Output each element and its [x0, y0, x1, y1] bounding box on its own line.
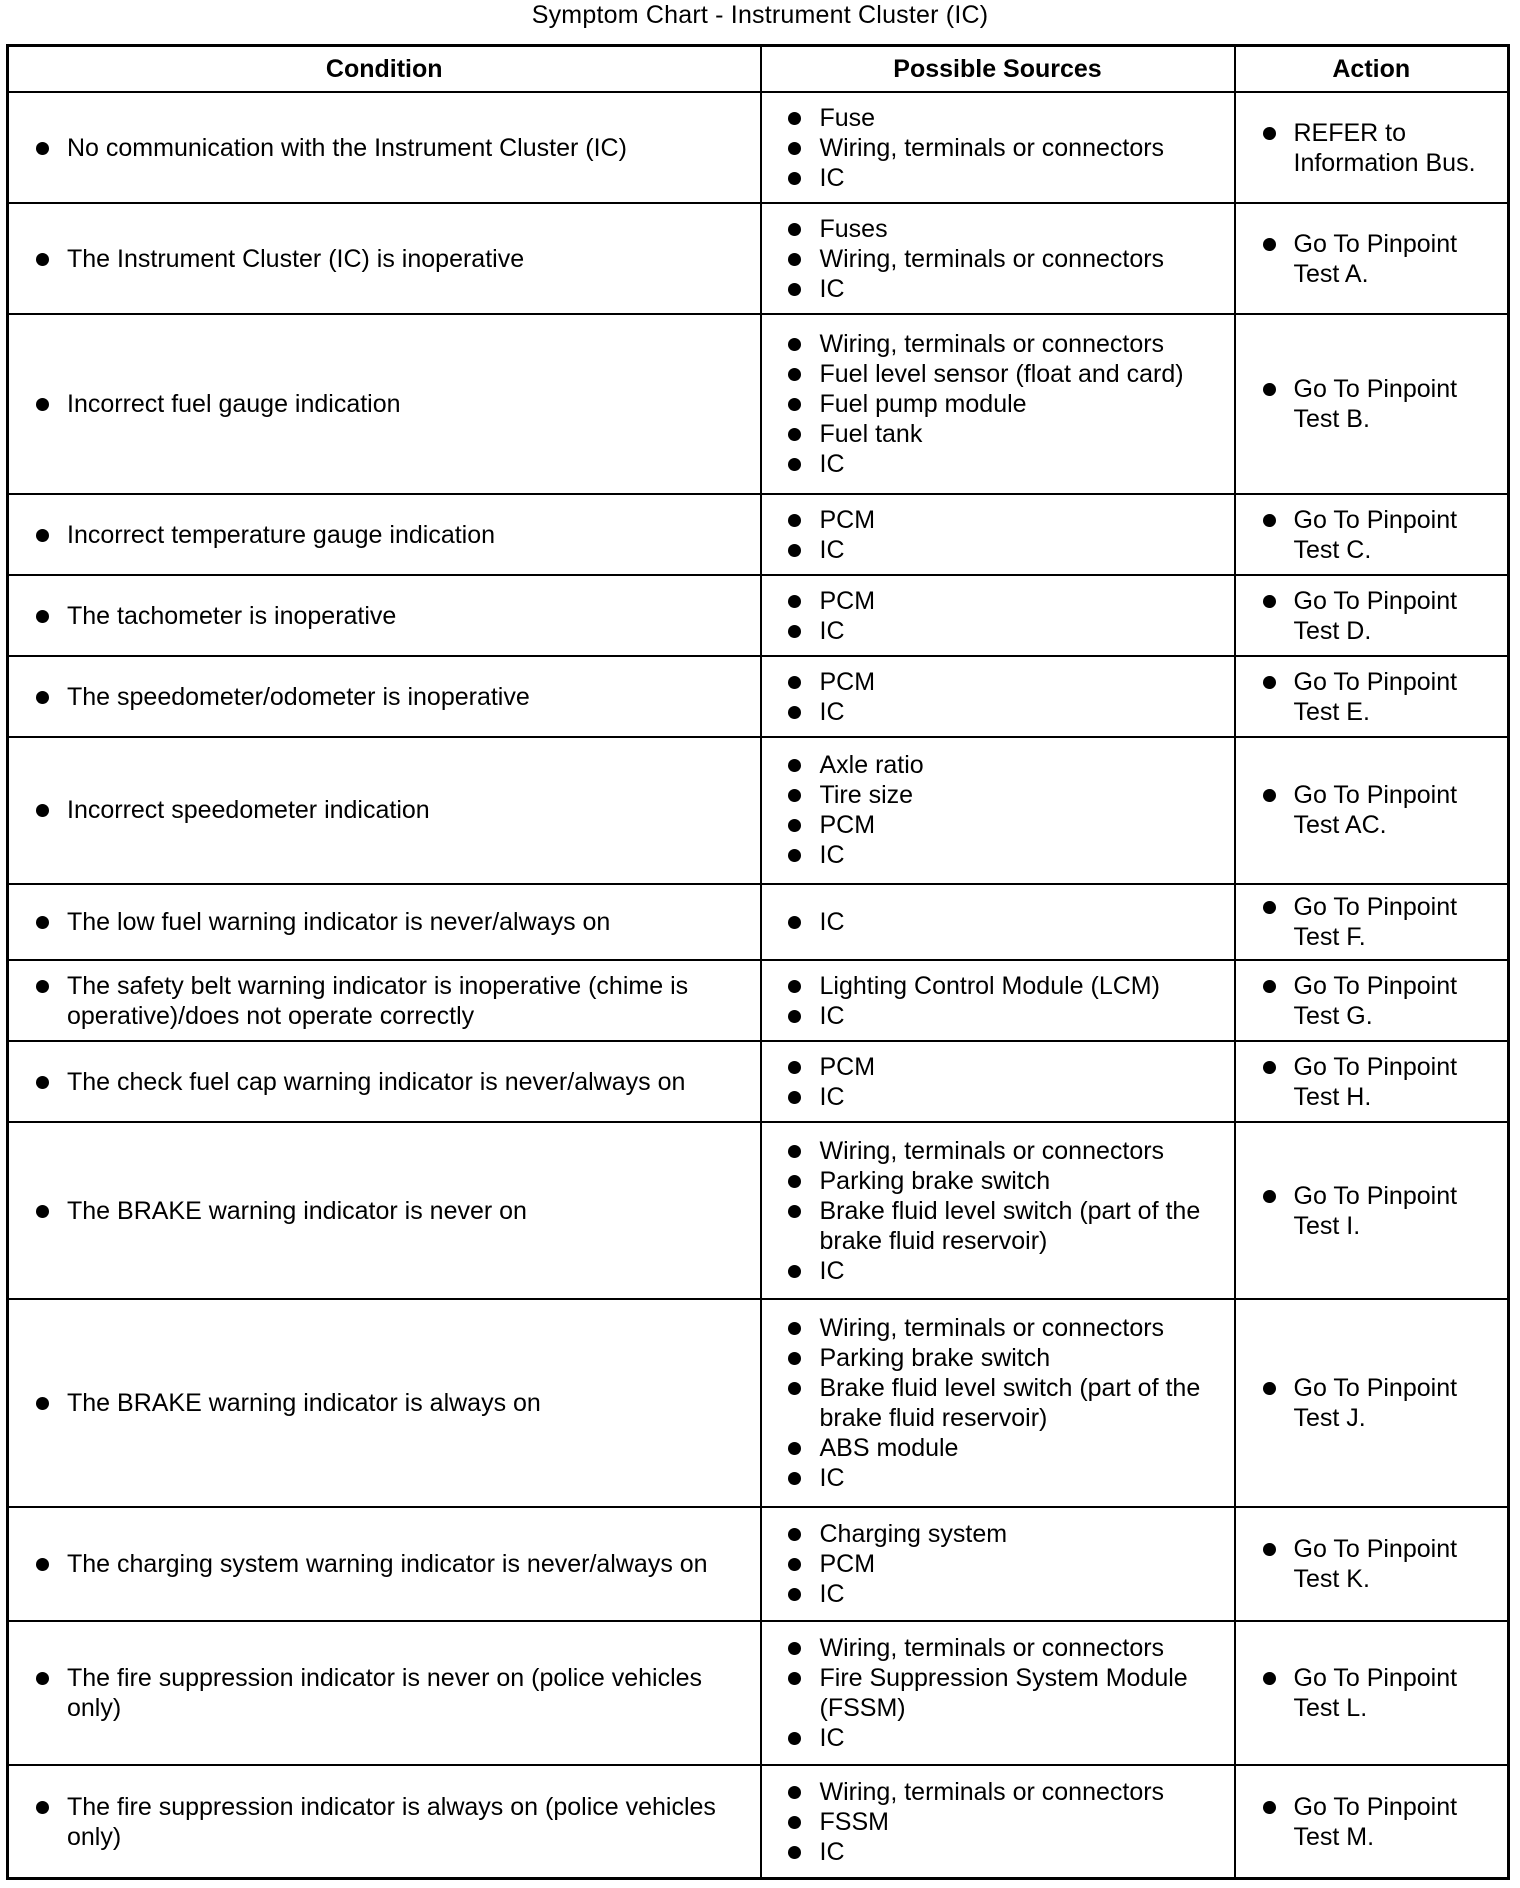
source-item	[762, 1663, 1234, 1723]
bullet-icon	[788, 1846, 801, 1859]
bullet-icon	[788, 1732, 801, 1745]
bullet-icon	[36, 916, 49, 929]
source-item-text: PCM	[819, 1052, 876, 1081]
bullet-icon	[36, 980, 49, 993]
bullet-icon	[788, 283, 801, 296]
source-item	[762, 1807, 1234, 1837]
source-item	[762, 810, 1234, 840]
source-item	[762, 419, 1234, 449]
table-row	[8, 1041, 1509, 1122]
action-item	[1236, 780, 1508, 840]
bullet-icon	[1263, 1543, 1276, 1556]
source-item	[762, 1633, 1234, 1663]
possible-sources-cell	[761, 656, 1235, 737]
source-item	[762, 586, 1234, 616]
condition-item	[9, 1792, 760, 1852]
source-item-text: IC	[819, 1723, 845, 1752]
possible-sources-header: Possible Sources	[761, 46, 1235, 93]
bullet-icon	[788, 458, 801, 471]
source-item	[762, 103, 1234, 133]
source-item-text: IC	[819, 697, 845, 726]
source-item-text: Fire Suppression System Module (FSSM)	[819, 1663, 1188, 1722]
source-item	[762, 1313, 1234, 1343]
bullet-icon	[36, 1076, 49, 1089]
bullet-icon	[788, 1322, 801, 1335]
source-item-text: FSSM	[819, 1807, 889, 1836]
condition-item-text: No communication with the Instrument Cluster (IC)	[67, 133, 627, 162]
possible-sources-cell	[761, 314, 1235, 494]
source-item-text: IC	[819, 1082, 845, 1111]
source-item	[762, 1463, 1234, 1493]
table-row	[8, 737, 1509, 884]
table-row	[8, 1299, 1509, 1507]
bullet-icon	[1263, 1801, 1276, 1814]
action-cell	[1235, 1299, 1509, 1507]
possible-sources-cell	[761, 575, 1235, 656]
source-item	[762, 907, 1234, 937]
source-item	[762, 389, 1234, 419]
bullet-icon	[788, 789, 801, 802]
condition-cell	[8, 737, 761, 884]
bullet-icon	[788, 253, 801, 266]
bullet-icon	[788, 514, 801, 527]
source-item-text: Brake fluid level switch (part of the brake fluid reservoir)	[819, 1374, 1201, 1433]
possible-sources-cell	[761, 203, 1235, 314]
source-item-text: Fuse	[819, 103, 876, 132]
action-item-text: Go To Pinpoint Test I.	[1293, 1181, 1458, 1240]
bullet-icon	[788, 1558, 801, 1571]
bullet-icon	[36, 529, 49, 542]
bullet-icon	[1263, 980, 1276, 993]
action-cell	[1235, 575, 1509, 656]
source-item	[762, 1837, 1234, 1867]
source-item-text: Fuel tank	[819, 420, 923, 449]
bullet-icon	[36, 398, 49, 411]
table-row	[8, 1765, 1509, 1878]
source-item-text: Wiring, terminals or connectors	[819, 330, 1165, 359]
source-item-text: IC	[819, 841, 845, 870]
bullet-icon	[788, 1642, 801, 1655]
source-item-text: IC	[819, 535, 845, 564]
condition-cell	[8, 960, 761, 1041]
action-cell	[1235, 92, 1509, 203]
source-item	[762, 1777, 1234, 1807]
source-item	[762, 505, 1234, 535]
bullet-icon	[788, 1816, 801, 1829]
possible-sources-cell	[761, 737, 1235, 884]
action-cell	[1235, 494, 1509, 575]
bullet-icon	[1263, 127, 1276, 140]
condition-item-text: The speedometer/odometer is inoperative	[67, 682, 530, 711]
bullet-icon	[36, 1672, 49, 1685]
bullet-icon	[788, 368, 801, 381]
condition-cell	[8, 1507, 761, 1620]
bullet-icon	[788, 1528, 801, 1541]
source-item-text: Wiring, terminals or connectors	[819, 133, 1165, 162]
action-item-text: Go To Pinpoint Test B.	[1293, 375, 1458, 434]
bullet-icon	[788, 1010, 801, 1023]
source-item-text: Wiring, terminals or connectors	[819, 1314, 1165, 1343]
action-item	[1236, 374, 1508, 434]
source-item-text: Wiring, terminals or connectors	[819, 244, 1165, 273]
condition-header: Condition	[8, 46, 761, 93]
source-item	[762, 750, 1234, 780]
source-item-text: IC	[819, 274, 845, 303]
bullet-icon	[36, 1558, 49, 1571]
table-row	[8, 656, 1509, 737]
condition-cell	[8, 1765, 761, 1878]
condition-cell	[8, 656, 761, 737]
action-item-text: Go To Pinpoint Test K.	[1293, 1534, 1458, 1593]
bullet-icon	[36, 142, 49, 155]
bullet-icon	[788, 916, 801, 929]
bullet-icon	[1263, 1672, 1276, 1685]
source-item	[762, 1001, 1234, 1031]
action-item-text: Go To Pinpoint Test A.	[1293, 229, 1458, 288]
bullet-icon	[788, 676, 801, 689]
condition-item-text: The fire suppression indicator is always on (police vehicles only)	[67, 1792, 716, 1851]
condition-cell	[8, 1299, 761, 1507]
table-row	[8, 575, 1509, 656]
source-item	[762, 535, 1234, 565]
bullet-icon	[1263, 595, 1276, 608]
condition-item-text: The check fuel cap warning indicator is never/always on	[67, 1067, 686, 1096]
source-item-text: Wiring, terminals or connectors	[819, 1633, 1165, 1662]
table-row	[8, 203, 1509, 314]
source-item-text: IC	[819, 163, 845, 192]
source-item	[762, 1433, 1234, 1463]
action-item	[1236, 1052, 1508, 1112]
source-item	[762, 1723, 1234, 1753]
action-item-text: Go To Pinpoint Test J.	[1293, 1374, 1458, 1433]
bullet-icon	[788, 1145, 801, 1158]
condition-item	[9, 520, 760, 550]
bullet-icon	[1263, 1382, 1276, 1395]
possible-sources-cell	[761, 1041, 1235, 1122]
condition-item	[9, 1067, 760, 1097]
action-item	[1236, 667, 1508, 727]
action-item-text: Go To Pinpoint Test E.	[1293, 667, 1458, 726]
source-item	[762, 1579, 1234, 1609]
condition-item-text: Incorrect speedometer indication	[67, 796, 430, 825]
bullet-icon	[36, 804, 49, 817]
source-item-text: IC	[819, 1001, 845, 1030]
source-item	[762, 1196, 1234, 1256]
possible-sources-cell	[761, 960, 1235, 1041]
action-item	[1236, 1663, 1508, 1723]
bullet-icon	[788, 625, 801, 638]
table-row	[8, 1122, 1509, 1299]
action-item-text: Go To Pinpoint Test H.	[1293, 1052, 1458, 1111]
source-item	[762, 1136, 1234, 1166]
source-item	[762, 1166, 1234, 1196]
bullet-icon	[788, 1091, 801, 1104]
action-cell	[1235, 1621, 1509, 1766]
condition-cell	[8, 92, 761, 203]
action-cell	[1235, 737, 1509, 884]
action-item	[1236, 892, 1508, 952]
header-row	[8, 46, 1509, 93]
condition-item	[9, 1549, 760, 1579]
source-item	[762, 214, 1234, 244]
bullet-icon	[788, 849, 801, 862]
condition-cell	[8, 203, 761, 314]
source-item-text: ABS module	[819, 1434, 959, 1463]
condition-item-text: The low fuel warning indicator is never/always on	[67, 907, 611, 936]
bullet-icon	[36, 1397, 49, 1410]
condition-item	[9, 1196, 760, 1226]
action-item-text: Go To Pinpoint Test L.	[1293, 1663, 1458, 1722]
source-item	[762, 244, 1234, 274]
bullet-icon	[788, 223, 801, 236]
bullet-icon	[788, 112, 801, 125]
source-item-text: Lighting Control Module (LCM)	[819, 971, 1160, 1000]
symptom-chart-table	[6, 44, 1510, 1880]
condition-item	[9, 133, 760, 163]
table-row	[8, 884, 1509, 961]
action-cell	[1235, 1122, 1509, 1299]
source-item	[762, 133, 1234, 163]
bullet-icon	[788, 1472, 801, 1485]
bullet-icon	[1263, 789, 1276, 802]
bullet-icon	[788, 1672, 801, 1685]
possible-sources-cell	[761, 1621, 1235, 1766]
condition-cell	[8, 1621, 761, 1766]
action-item	[1236, 1373, 1508, 1433]
action-item-text: Go To Pinpoint Test AC.	[1293, 781, 1458, 840]
action-item-text: Go To Pinpoint Test G.	[1293, 971, 1458, 1030]
possible-sources-cell	[761, 1299, 1235, 1507]
source-item	[762, 840, 1234, 870]
bullet-icon	[36, 1801, 49, 1814]
bullet-icon	[788, 1786, 801, 1799]
action-item	[1236, 1534, 1508, 1594]
source-item	[762, 1519, 1234, 1549]
bullet-icon	[1263, 514, 1276, 527]
bullet-icon	[1263, 676, 1276, 689]
source-item	[762, 1343, 1234, 1373]
bullet-icon	[36, 691, 49, 704]
source-item-text: IC	[819, 1256, 845, 1285]
source-item-text: Tire size	[819, 781, 914, 810]
source-item-text: IC	[819, 1464, 845, 1493]
condition-cell	[8, 884, 761, 961]
source-item-text: PCM	[819, 1549, 876, 1578]
possible-sources-cell	[761, 884, 1235, 961]
bullet-icon	[788, 980, 801, 993]
condition-item-text: The BRAKE warning indicator is always on	[67, 1389, 541, 1418]
table-row	[8, 494, 1509, 575]
source-item-text: IC	[819, 1579, 845, 1608]
condition-cell	[8, 1122, 761, 1299]
source-item	[762, 667, 1234, 697]
bullet-icon	[1263, 238, 1276, 251]
source-item	[762, 1256, 1234, 1286]
action-item-text: Go To Pinpoint Test D.	[1293, 586, 1458, 645]
source-item-text: Charging system	[819, 1519, 1008, 1548]
possible-sources-cell	[761, 494, 1235, 575]
action-cell	[1235, 203, 1509, 314]
condition-item-text: The Instrument Cluster (IC) is inoperative	[67, 244, 525, 273]
possible-sources-cell	[761, 1507, 1235, 1620]
source-item-text: IC	[819, 1837, 845, 1866]
condition-cell	[8, 575, 761, 656]
source-item-text: Wiring, terminals or connectors	[819, 1136, 1165, 1165]
action-item	[1236, 229, 1508, 289]
action-header: Action	[1235, 46, 1509, 93]
bullet-icon	[788, 1588, 801, 1601]
condition-item-text: The charging system warning indicator is never/always on	[67, 1549, 708, 1578]
action-cell	[1235, 1507, 1509, 1620]
bullet-icon	[788, 819, 801, 832]
action-cell	[1235, 1041, 1509, 1122]
condition-item-text: Incorrect fuel gauge indication	[67, 390, 401, 419]
bullet-icon	[788, 172, 801, 185]
source-item	[762, 274, 1234, 304]
action-cell	[1235, 884, 1509, 961]
table-row	[8, 1507, 1509, 1620]
source-item-text: IC	[819, 450, 845, 479]
source-item-text: PCM	[819, 811, 876, 840]
source-item	[762, 616, 1234, 646]
source-item-text: IC	[819, 907, 845, 936]
condition-item	[9, 682, 760, 712]
bullet-icon	[36, 610, 49, 623]
condition-item-text: The BRAKE warning indicator is never on	[67, 1196, 527, 1225]
action-item-text: Go To Pinpoint Test M.	[1293, 1792, 1458, 1851]
bullet-icon	[788, 759, 801, 772]
condition-item-text: The safety belt warning indicator is inoperative (chime is operative)/does not operate correctly	[67, 971, 689, 1030]
action-item	[1236, 1181, 1508, 1241]
bullet-icon	[1263, 901, 1276, 914]
source-item-text: PCM	[819, 505, 876, 534]
bullet-icon	[1263, 1190, 1276, 1203]
source-item-text: Fuses	[819, 214, 888, 243]
bullet-icon	[788, 595, 801, 608]
condition-item	[9, 795, 760, 825]
bullet-icon	[788, 1382, 801, 1395]
condition-item	[9, 1663, 760, 1723]
table-row	[8, 960, 1509, 1041]
action-item-text: REFER to Information Bus.	[1293, 118, 1476, 177]
action-cell	[1235, 656, 1509, 737]
bullet-icon	[788, 1265, 801, 1278]
source-item	[762, 697, 1234, 727]
source-item-text: Wiring, terminals or connectors	[819, 1777, 1165, 1806]
condition-item-text: The fire suppression indicator is never on (police vehicles only)	[67, 1663, 703, 1722]
action-item-text: Go To Pinpoint Test C.	[1293, 505, 1458, 564]
possible-sources-cell	[761, 1765, 1235, 1878]
action-cell	[1235, 960, 1509, 1041]
source-item	[762, 329, 1234, 359]
source-item	[762, 780, 1234, 810]
table-row	[8, 92, 1509, 203]
source-item-text: Fuel level sensor (float and card)	[819, 360, 1184, 389]
bullet-icon	[36, 1205, 49, 1218]
condition-cell	[8, 1041, 761, 1122]
condition-item-text: Incorrect temperature gauge indication	[67, 520, 496, 549]
possible-sources-cell	[761, 92, 1235, 203]
bullet-icon	[1263, 1061, 1276, 1074]
action-cell	[1235, 1765, 1509, 1878]
bullet-icon	[788, 1061, 801, 1074]
possible-sources-cell	[761, 1122, 1235, 1299]
bullet-icon	[788, 142, 801, 155]
bullet-icon	[788, 398, 801, 411]
table-row	[8, 1621, 1509, 1766]
source-item	[762, 1373, 1234, 1433]
source-item-text: Fuel pump module	[819, 390, 1027, 419]
bullet-icon	[788, 338, 801, 351]
bullet-icon	[788, 1442, 801, 1455]
action-item	[1236, 505, 1508, 565]
source-item-text: Parking brake switch	[819, 1166, 1051, 1195]
source-item	[762, 971, 1234, 1001]
condition-item	[9, 971, 760, 1031]
source-item	[762, 163, 1234, 193]
action-item	[1236, 586, 1508, 646]
condition-item	[9, 907, 760, 937]
action-item-text: Go To Pinpoint Test F.	[1293, 892, 1458, 951]
page-title: Symptom Chart - Instrument Cluster (IC)	[531, 1, 989, 29]
source-item	[762, 1549, 1234, 1579]
action-cell	[1235, 314, 1509, 494]
source-item	[762, 449, 1234, 479]
source-item-text: IC	[819, 616, 845, 645]
source-item	[762, 359, 1234, 389]
bullet-icon	[788, 706, 801, 719]
condition-item	[9, 389, 760, 419]
source-item-text: Brake fluid level switch (part of the brake fluid reservoir)	[819, 1196, 1201, 1255]
condition-cell	[8, 314, 761, 494]
bullet-icon	[788, 1352, 801, 1365]
source-item-text: Parking brake switch	[819, 1344, 1051, 1373]
source-item-text: Axle ratio	[819, 751, 924, 780]
condition-item	[9, 601, 760, 631]
condition-item	[9, 1388, 760, 1418]
table-row	[8, 314, 1509, 494]
bullet-icon	[788, 428, 801, 441]
source-item-text: PCM	[819, 586, 876, 615]
condition-cell	[8, 494, 761, 575]
source-item	[762, 1052, 1234, 1082]
source-item	[762, 1082, 1234, 1112]
condition-item-text: The tachometer is inoperative	[67, 601, 397, 630]
condition-item	[9, 244, 760, 274]
bullet-icon	[788, 1205, 801, 1218]
action-item	[1236, 971, 1508, 1031]
source-item-text: PCM	[819, 667, 876, 696]
action-item	[1236, 118, 1508, 178]
bullet-icon	[788, 1175, 801, 1188]
bullet-icon	[36, 253, 49, 266]
bullet-icon	[1263, 383, 1276, 396]
action-item	[1236, 1792, 1508, 1852]
bullet-icon	[788, 544, 801, 557]
